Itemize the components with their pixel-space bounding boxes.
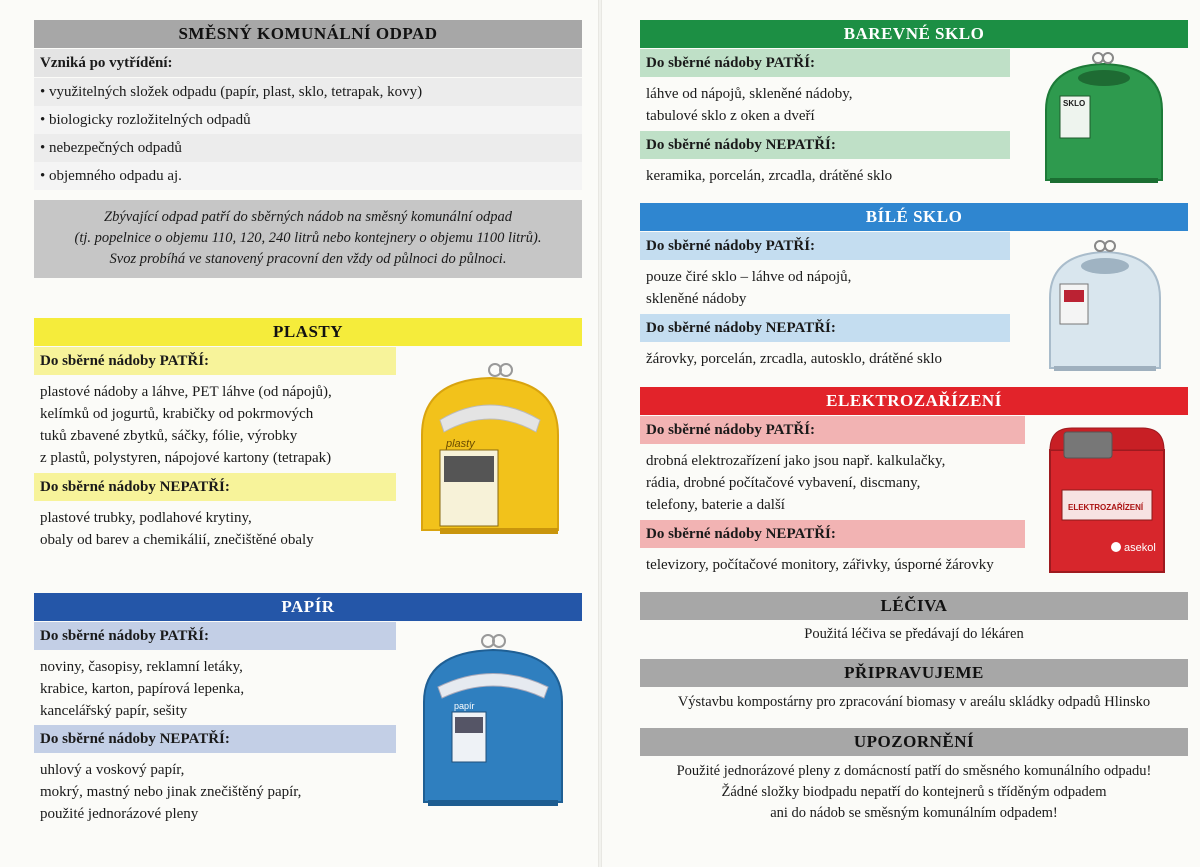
papir-no-label: Do sběrné nádoby NEPATŘÍ:: [34, 725, 396, 753]
barevne-no-label: Do sběrné nádoby NEPATŘÍ:: [640, 131, 1010, 159]
plasty-yes-label: Do sběrné nádoby PATŘÍ:: [34, 347, 396, 375]
right-page: [602, 0, 1200, 867]
list-item: • využitelných složek odpadu (papír, plast, sklo, tetrapak, kovy): [34, 78, 582, 106]
note-line: Svoz probíhá ve stanovený pracovní den vždy od půlnoci do půlnoci.: [109, 251, 507, 267]
text-line: kelímků od jogurtů, krabičky od pokrmových: [40, 406, 314, 422]
elektro-yes-label: Do sběrné nádoby PATŘÍ:: [640, 416, 1025, 444]
plasty-no-text: [40, 507, 410, 551]
section-header-plasty: PLASTY: [34, 318, 582, 346]
list-item: • objemného odpadu aj.: [34, 162, 582, 190]
asekol-logo: asekol: [1124, 542, 1156, 554]
section-header-smesny: SMĚSNÝ KOMUNÁLNÍ ODPAD: [34, 20, 582, 48]
text-line: tuků zbavené zbytků, sáčky, fólie, výrobky: [40, 428, 298, 444]
section-header-pripravujeme: PŘIPRAVUJEME: [640, 659, 1188, 687]
barevne-no-text: [646, 165, 1046, 187]
text-line: žárovky, porcelán, zrcadla, autosklo, drátěné sklo: [646, 351, 942, 367]
red-bin-image: [1042, 420, 1172, 580]
left-page: [0, 0, 598, 867]
barevne-yes-text: [646, 83, 1046, 127]
bile-yes-text: [646, 266, 1046, 310]
text-line: Žádné složky biodpadu nepatří do kontejnerů s tříděným odpadem: [721, 784, 1107, 800]
text-line: pouze čiré sklo – láhve od nápojů,: [646, 269, 852, 285]
pripravujeme-text: Výstavbu kompostárny pro zpracování biomasy v areálu skládky odpadů Hlinsko: [677, 694, 1151, 710]
bin-label: plasty: [446, 438, 475, 450]
upozorneni-text: [640, 761, 1188, 824]
leciva-text: Použitá léčiva se předávají do lékáren: [804, 626, 1024, 642]
text-line: krabice, karton, papírová lepenka,: [40, 681, 245, 697]
section-header-barevne-sklo: BAREVNÉ SKLO: [640, 20, 1188, 48]
text-line: uhlový a voskový papír,: [40, 762, 185, 778]
barevne-yes-label: Do sběrné nádoby PATŘÍ:: [640, 49, 1010, 77]
blue-bin-image: [408, 632, 578, 812]
section-header-papir: PAPÍR: [34, 593, 582, 621]
elektro-no-label: Do sběrné nádoby NEPATŘÍ:: [640, 520, 1025, 548]
list-item: • nebezpečných odpadů: [34, 134, 582, 162]
elektro-no-text: [646, 554, 1066, 576]
text-line: keramika, porcelán, zrcadla, drátěné sklo: [646, 168, 893, 184]
note-line: (tj. popelnice o objemu 110, 120, 240 litrů nebo kontejnery o objemu 1100 litrů).: [74, 230, 542, 246]
bin-label: ELEKTROZAŘÍZENÍ: [1068, 503, 1144, 512]
section-header-upozorneni: UPOZORNĚNÍ: [640, 728, 1188, 756]
section-header-elektro: ELEKTROZAŘÍZENÍ: [640, 387, 1188, 415]
text-line: kancelářský papír, sešity: [40, 703, 188, 719]
smesny-subtitle: Vzniká po vytřídění:: [34, 49, 582, 77]
text-line: televizory, počítačové monitory, zářivky, úsporné žárovky: [646, 557, 994, 573]
text-line: použité jednorázové pleny: [40, 806, 199, 822]
list-item: • biologicky rozložitelných odpadů: [34, 106, 582, 134]
text-line: tabulové sklo z oken a dveří: [646, 108, 815, 124]
text-line: rádia, drobné počítačové vybavení, discmany,: [646, 475, 921, 491]
text-line: Použité jednorázové pleny z domácností patří do směsného komunálního odpadu!: [676, 763, 1152, 779]
note-line: Zbývající odpad patří do sběrných nádob na směsný komunální odpad: [104, 209, 512, 225]
section-header-bile-sklo: BÍLÉ SKLO: [640, 203, 1188, 231]
text-line: ani do nádob se směsným komunálním odpadem!: [770, 805, 1058, 821]
section-header-leciva: LÉČIVA: [640, 592, 1188, 620]
bin-label: papír: [454, 701, 475, 711]
text-line: plastové trubky, podlahové krytiny,: [40, 510, 252, 526]
text-line: noviny, časopisy, reklamní letáky,: [40, 659, 243, 675]
text-line: mokrý, mastný nebo jinak znečištěný papír,: [40, 784, 302, 800]
papir-no-text: [40, 759, 410, 825]
bile-no-label: Do sběrné nádoby NEPATŘÍ:: [640, 314, 1010, 342]
bile-yes-label: Do sběrné nádoby PATŘÍ:: [640, 232, 1010, 260]
plasty-yes-text: [40, 381, 410, 469]
bin-label: SKLO: [1063, 99, 1086, 108]
papir-yes-label: Do sběrné nádoby PATŘÍ:: [34, 622, 396, 650]
bile-no-text: [646, 348, 1046, 370]
yellow-bin-image: [400, 360, 580, 540]
text-line: z plastů, polystyren, nápojové kartony (tetrapak): [40, 450, 332, 466]
text-line: drobná elektrozařízení jako jsou např. kalkulačky,: [646, 453, 946, 469]
text-line: telefony, baterie a další: [646, 497, 785, 513]
papir-yes-text: [40, 656, 400, 722]
text-line: skleněné nádoby: [646, 291, 747, 307]
text-line: plastové nádoby a láhve, PET láhve (od nápojů),: [40, 384, 332, 400]
green-bin-image: [1034, 48, 1174, 188]
elektro-yes-text: [646, 450, 1046, 516]
plasty-no-label: Do sběrné nádoby NEPATŘÍ:: [34, 473, 396, 501]
text-line: láhve od nápojů, skleněné nádoby,: [646, 86, 853, 102]
text-line: obaly od barev a chemikálií, znečištěné obaly: [40, 532, 314, 548]
white-bin-image: [1040, 236, 1170, 376]
smesny-list: [34, 78, 582, 190]
smesny-note: [34, 200, 582, 278]
